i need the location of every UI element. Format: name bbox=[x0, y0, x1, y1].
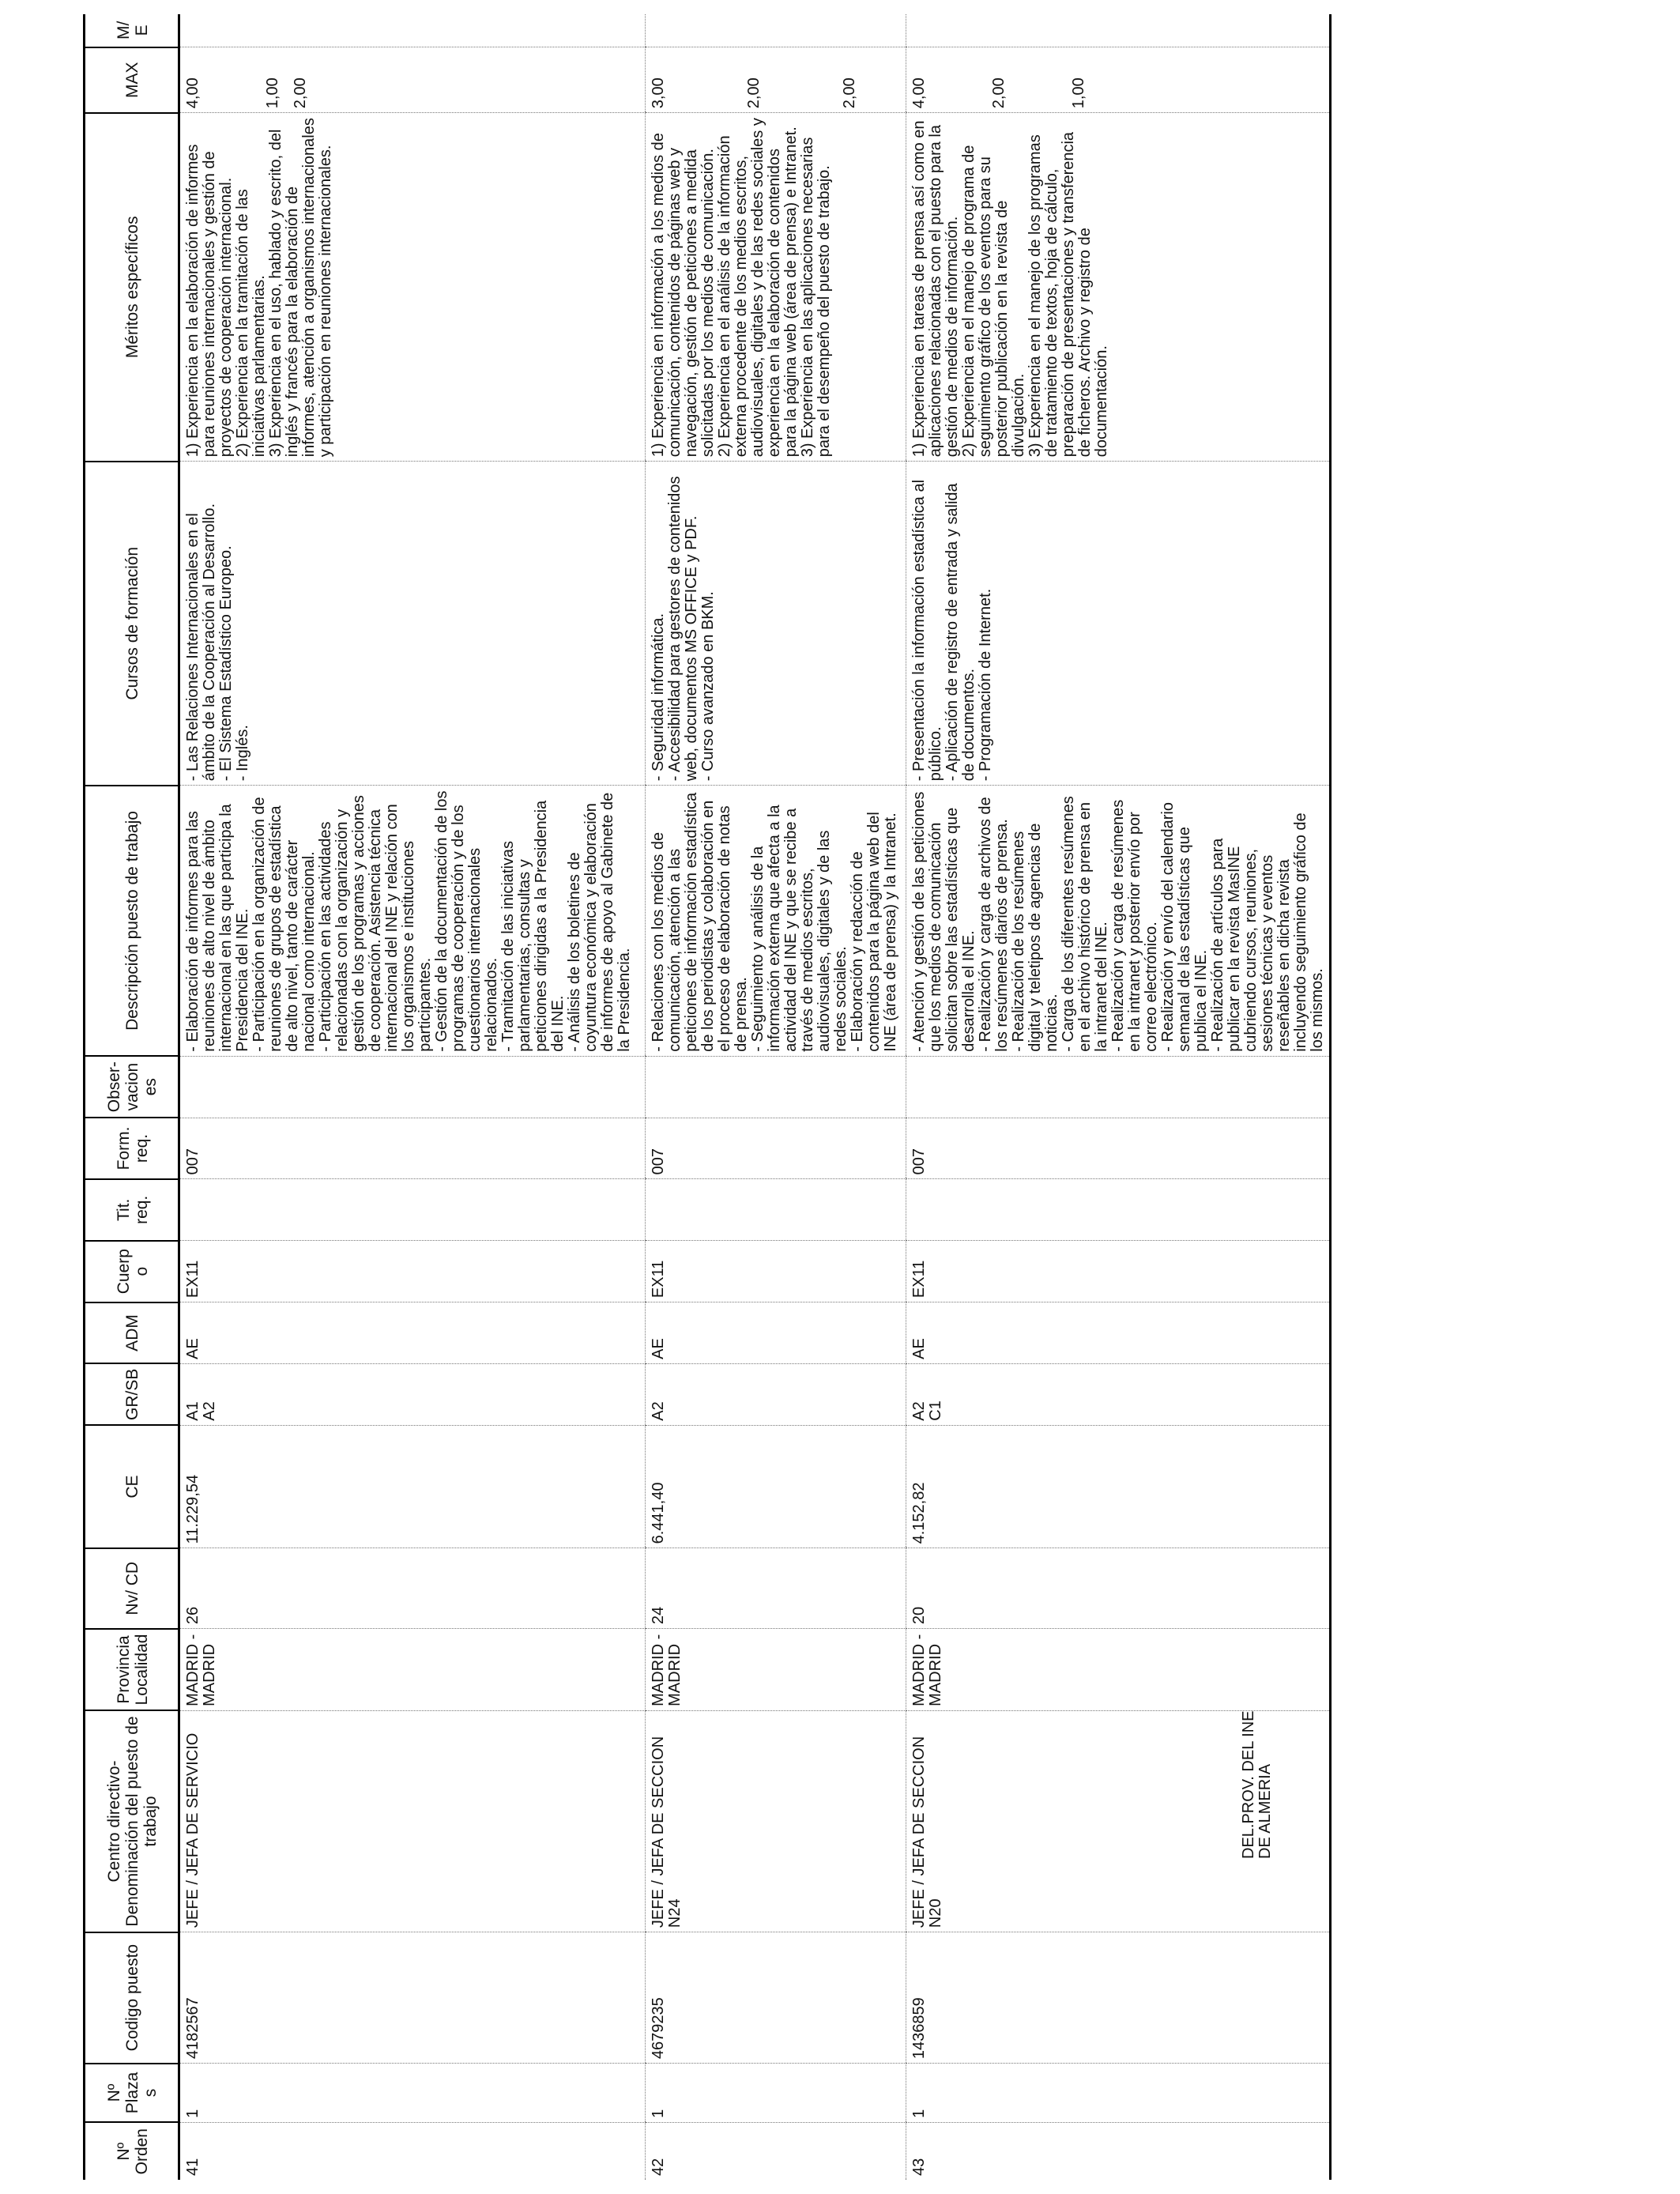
cell-centro: JEFE / JEFA DE SECCION N24 bbox=[646, 1710, 906, 1932]
max-value: 3,00 bbox=[650, 77, 667, 109]
cell-descripcion: - Relaciones con los medios de comunicación, atención a las peticiones de información estadística de los periodistas y colaboración en el proceso de elaboración de notas de prensa. - Seguimiento y análisis de la información externa que afecta a la actividad del INE y que se recibe a través de medios escritos, audiovisuales, digitales y de las redes sociales. - Elaboración y redacción de contenidos para la página web del INE (área de prensa) y la Intranet. bbox=[646, 786, 906, 1057]
cell-grupo: A2 C1 bbox=[906, 1363, 1331, 1425]
cell-descripcion: - Elaboración de informes para las reuniones de alto nivel de ámbito internacional en las que participa la Presidencia del INE. - Participación en la organización de reuniones de grupos de estadística de alto nivel, tanto de carácter nacional como internacional. - Participación en las actividades relacionadas con la organización y gestión de los programas y acciones de cooperación. Asistencia técnica internacional del INE y relación con los organismos e instituciones participantes. - Gestión de la documentación de los programas de cooperación y de los cuestionarios internacionales relacionados. - Tramitación de las iniciativas parlamentarias, consultas y peticiones dirigidas a la Presidencia del INE. - Análisis de los boletines de coyuntura económica y elaboración de informes de apoyo al Gabinete de la Presidencia. bbox=[179, 786, 646, 1057]
header-meritos: Méritos específicos bbox=[85, 113, 179, 462]
header-cursos: Cursos de formación bbox=[85, 462, 179, 786]
cell-adm: AE bbox=[906, 1302, 1331, 1364]
cell-form: 007 bbox=[906, 1118, 1331, 1179]
table-row bbox=[646, 14, 906, 2180]
cell-nivel: 20 bbox=[906, 1548, 1331, 1629]
header-ce: CE bbox=[85, 1425, 179, 1548]
cell-grupo: A2 bbox=[646, 1363, 906, 1425]
cell-cuerpo: EX11 bbox=[179, 1241, 646, 1302]
max-value: 2,00 bbox=[292, 77, 309, 109]
header-adm: ADM bbox=[85, 1302, 179, 1364]
header-row bbox=[85, 14, 179, 2180]
cell-centro: JEFE / JEFA DE SERVICIO bbox=[179, 1710, 646, 1932]
header-grupo: GR/SB bbox=[85, 1363, 179, 1425]
cell-orden: 42 bbox=[646, 2122, 906, 2180]
cell-form: 007 bbox=[179, 1118, 646, 1179]
cell-codigo: 4679235 bbox=[646, 1932, 906, 2064]
header-orden: Nº Orden bbox=[85, 2122, 179, 2180]
cell-plazas: 1 bbox=[179, 2064, 646, 2123]
cell-ce: 4.152,82 bbox=[906, 1425, 1331, 1548]
cell-tit bbox=[179, 1179, 646, 1241]
max-value: 2,00 bbox=[745, 77, 763, 109]
cell-meritos: 1) Experiencia en información a los medios de comunicación, contenidos de páginas web y navegación, gestión de peticiones a medida solicitadas por los medios de comunicación. 2) Experiencia en el análisis de la información externa procedente de los medios escritos, audiovisuales, digitales y de las redes sociales y experiencia en la elaboración de contenidos para la página web (área de prensa) e Intranet. 3) Experiencia en las aplicaciones necesarias para el desempeño del puesto de trabajo. bbox=[646, 113, 906, 462]
cell-cuerpo: EX11 bbox=[906, 1241, 1331, 1302]
cell-codigo: 1436859 bbox=[906, 1932, 1331, 2064]
header-max: MAX bbox=[85, 47, 179, 113]
header-provincia: Provincia Localidad bbox=[85, 1629, 179, 1711]
header-nivel: Nv/ CD bbox=[85, 1548, 179, 1629]
cell-centro: JEFE / JEFA DE SECCION N20 bbox=[906, 1710, 1331, 1932]
cell-adm: AE bbox=[646, 1302, 906, 1364]
cell-cuerpo: EX11 bbox=[646, 1241, 906, 1302]
header-tit: Tit. req. bbox=[85, 1179, 179, 1241]
cell-max bbox=[646, 47, 906, 113]
cell-max bbox=[179, 47, 646, 113]
cell-obs bbox=[179, 1056, 646, 1118]
cell-ce: 11.229,54 bbox=[179, 1425, 646, 1548]
cell-plazas: 1 bbox=[646, 2064, 906, 2123]
max-value: 1,00 bbox=[1070, 77, 1087, 109]
cell-me bbox=[179, 14, 646, 47]
cell-cursos: - Presentación la información estadística al público. - Aplicación de registro de entrada y salida de documentos. - Programación de Internet. bbox=[906, 462, 1331, 786]
cell-adm: AE bbox=[179, 1302, 646, 1364]
cell-ce: 6.441,40 bbox=[646, 1425, 906, 1548]
header-codigo: Codigo puesto bbox=[85, 1932, 179, 2064]
cell-provincia: MADRID - MADRID bbox=[646, 1629, 906, 1711]
cell-orden: 41 bbox=[179, 2122, 646, 2180]
cell-codigo: 4182567 bbox=[179, 1932, 646, 2064]
cell-cursos: - Las Relaciones Internacionales en el ámbito de la Cooperación al Desarrollo. - El Sistema Estadístico Europeo. - Inglés. bbox=[179, 462, 646, 786]
header-obs: Obser- vaciones bbox=[85, 1056, 179, 1118]
header-form: Form. req. bbox=[85, 1118, 179, 1179]
cell-descripcion: - Atención y gestión de las peticiones que los medios de comunicación solicitan sobre las estadísticas que desarrolla el INE. - Realización y carga de archivos de los resúmenes diarios de prensa. - Realización de los resúmenes digital y teletipos de agencias de noticias. - Carga de los diferentes resúmenes en el archivo histórico de prensa en la intranet del INE. - Realización y carga de resúmenes en la intranet y posterior envío por correo electrónico. - Realización y envío del calendario semanal de las estadísticas que publica el INE. - Realización de artículos para publicar en la revista MasINE cubriendo cursos, reuniones, sesiones técnicas y eventos reseñables en dicha revista incluyendo seguimiento gráfico de los mismos. bbox=[906, 786, 1331, 1057]
cell-form: 007 bbox=[646, 1118, 906, 1179]
cell-provincia: MADRID - MADRID bbox=[179, 1629, 646, 1711]
cell-plazas: 1 bbox=[906, 2064, 1331, 2123]
header-descripcion: Descripción puesto de trabajo bbox=[85, 786, 179, 1057]
max-value: 4,00 bbox=[184, 77, 202, 109]
cell-me bbox=[906, 14, 1331, 47]
cell-meritos: 1) Experiencia en la elaboración de informes para reuniones internacionales y gestión de proyectos de cooperación internacional. 2) Experiencia en la tramitación de las iniciativas parlamentarias. 3) Experiencia en el uso, hablado y escrito, del inglés y francés para la elaboración de informes, atención a organismos internacionales y participación en reuniones internacionales. bbox=[179, 113, 646, 462]
header-plazas: Nº Plazas bbox=[85, 2064, 179, 2123]
table-row bbox=[179, 14, 646, 2180]
cell-obs bbox=[906, 1056, 1331, 1118]
cell-nivel: 24 bbox=[646, 1548, 906, 1629]
cell-max bbox=[906, 47, 1331, 113]
cell-grupo: A1 A2 bbox=[179, 1363, 646, 1425]
max-value: 4,00 bbox=[910, 77, 928, 109]
header-me: M/E bbox=[85, 14, 179, 47]
max-value: 1,00 bbox=[264, 77, 281, 109]
header-cuerpo: Cuerpo bbox=[85, 1241, 179, 1302]
cell-meritos: 1) Experiencia en tareas de prensa así como en aplicaciones relacionadas con el puesto para la gestión de medios de información. 2) Experiencia en el manejo de programa de seguimiento gráfico de los eventos para su posterior publicación en la revista de divulgación. 3) Experiencia en el manejo de los programas de tratamiento de textos, hoja de cálculo, preparación de presentaciones y transferencia de ficheros. Archivo y registro de documentación. bbox=[906, 113, 1331, 462]
cell-orden: 43 bbox=[906, 2122, 1331, 2180]
cell-provincia: MADRID - MADRID bbox=[906, 1629, 1331, 1711]
cell-me bbox=[646, 14, 906, 47]
max-value: 2,00 bbox=[990, 77, 1008, 109]
cell-tit bbox=[906, 1179, 1331, 1241]
header-centro: Centro directivo- Denominación del puesto de trabajo bbox=[85, 1710, 179, 1932]
cell-nivel: 26 bbox=[179, 1548, 646, 1629]
delegation-label: DEL.PROV. DEL INE DE ALMERIA bbox=[1240, 1710, 1274, 1859]
cell-cursos: - Seguridad informática. - Accesibilidad para gestores de contenidos web, documentos MS OFFICE y PDF. - Curso avanzado en BKM. bbox=[646, 462, 906, 786]
max-value: 2,00 bbox=[841, 77, 858, 109]
cell-tit bbox=[646, 1179, 906, 1241]
cell-obs bbox=[646, 1056, 906, 1118]
positions-table bbox=[83, 14, 1332, 2180]
